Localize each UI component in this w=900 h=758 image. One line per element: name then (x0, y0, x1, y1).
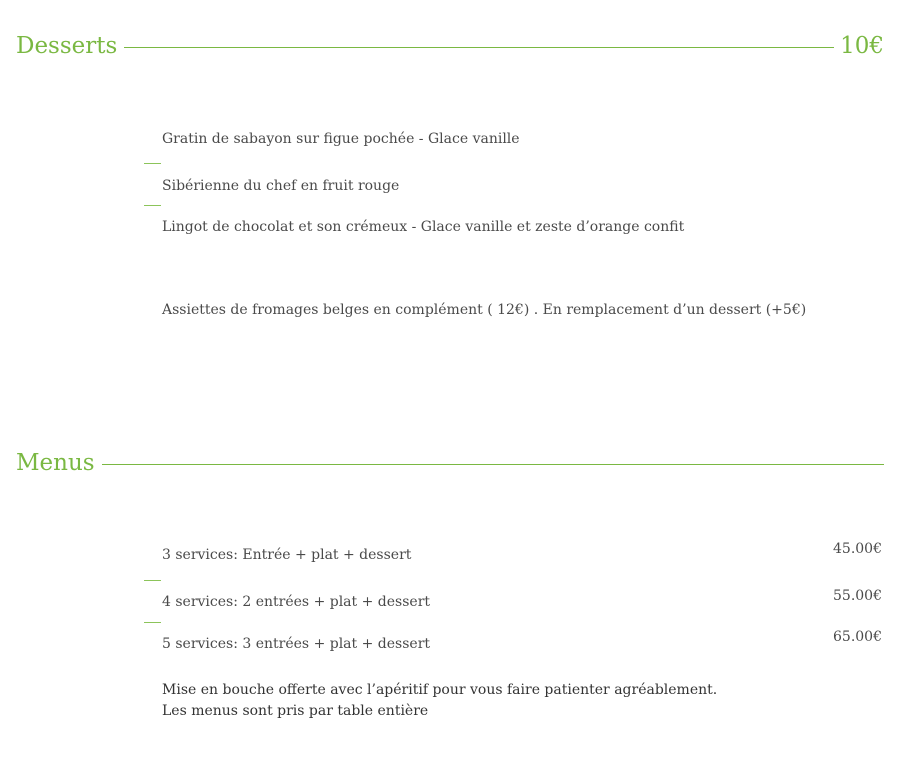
menus-title: Menus (16, 450, 95, 476)
item-divider (144, 205, 161, 206)
menu-price: 65.00€ (833, 629, 882, 645)
dessert-item: Gratin de sabayon sur figue pochée - Glace vanille (162, 131, 520, 147)
menu-item: 5 services: 3 entrées + plat + dessert (162, 636, 431, 652)
item-divider (144, 163, 161, 164)
menu-price: 45.00€ (833, 541, 882, 557)
menus-header (16, 452, 884, 475)
cheese-note: Assiettes de fromages belges en complément ( 12€) . En remplacement d’un dessert (+5€) (162, 302, 807, 318)
desserts-header (16, 35, 884, 58)
menu-note: Les menus sont pris par table entière (162, 703, 429, 719)
menu-item: 4 services: 2 entrées + plat + dessert (162, 594, 431, 610)
dessert-item: Sibérienne du chef en fruit rouge (162, 178, 400, 194)
menu-note: Mise en bouche offerte avec l’apéritif pour vous faire patienter agréablement. (162, 682, 718, 698)
desserts-header-rule (124, 47, 834, 48)
dessert-item: Lingot de chocolat et son crémeux - Glace vanille et zeste d’orange confit (162, 219, 685, 235)
menu-price: 55.00€ (833, 588, 882, 604)
desserts-title: Desserts (16, 33, 118, 59)
menu-item: 3 services: Entrée + plat + dessert (162, 547, 412, 563)
desserts-price: 10€ (840, 33, 884, 59)
item-divider (144, 580, 161, 581)
menus-header-rule (102, 464, 884, 465)
item-divider (144, 622, 161, 623)
